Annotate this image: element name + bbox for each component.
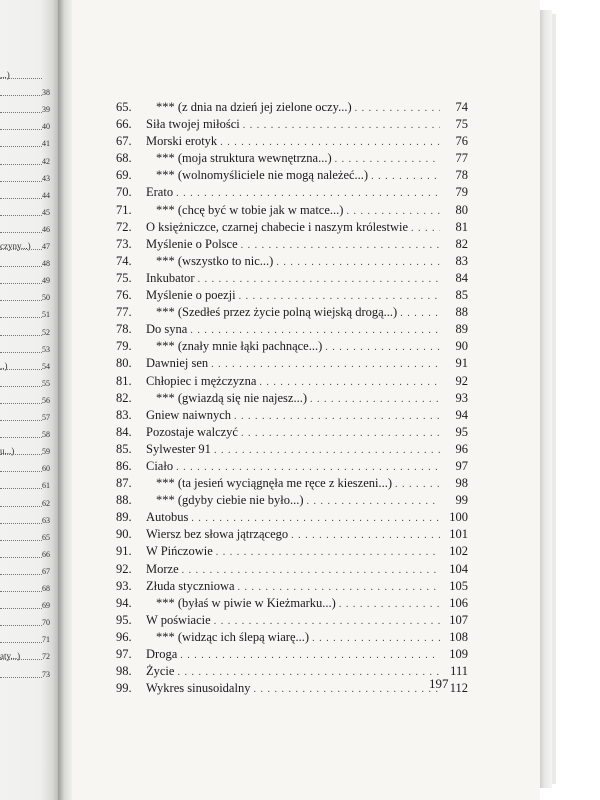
left-page-entry-text: ...) bbox=[0, 70, 10, 80]
left-page-entry bbox=[0, 70, 50, 84]
dot-leader bbox=[253, 681, 440, 698]
toc-entry bbox=[116, 390, 468, 407]
left-page-entry-page: 45 bbox=[42, 207, 50, 217]
left-page-entry bbox=[0, 395, 50, 409]
toc-entry-number: 96. bbox=[116, 629, 132, 644]
toc-entry-number: 75. bbox=[116, 270, 132, 285]
left-page-entry bbox=[0, 549, 50, 563]
toc-entry-title: *** (gdyby ciebie nie było...) bbox=[156, 493, 304, 508]
toc-entry-page: 81 bbox=[455, 219, 468, 234]
toc-entry-title: *** (ta jesień wyciągnęła me ręce z kieszeni...) bbox=[156, 476, 392, 491]
left-page-entry-page: 54 bbox=[42, 361, 50, 371]
left-page-entry bbox=[0, 241, 50, 255]
left-page-entry bbox=[0, 463, 50, 477]
toc-entry-title: Złuda styczniowa bbox=[146, 578, 235, 593]
toc-entry-number: 87. bbox=[116, 476, 132, 491]
left-facing-page bbox=[0, 0, 58, 800]
dot-leader bbox=[312, 630, 440, 647]
left-page-entry bbox=[0, 275, 50, 289]
toc-entry-title: Pozostaje walczyć bbox=[146, 424, 238, 439]
dot-leader bbox=[0, 437, 42, 438]
toc-entry-number: 79. bbox=[116, 339, 132, 354]
dot-leader bbox=[346, 203, 440, 220]
dot-leader bbox=[182, 562, 440, 579]
left-page-entry-page: 52 bbox=[42, 327, 50, 337]
left-page-entry-page: 47 bbox=[42, 242, 50, 251]
toc-entry bbox=[116, 202, 468, 219]
dot-leader bbox=[0, 403, 42, 404]
page-number: 197 bbox=[429, 676, 449, 691]
toc-entry bbox=[116, 646, 468, 663]
page-edge-shadow bbox=[552, 14, 556, 784]
left-page-entry-page: 68 bbox=[42, 584, 50, 593]
toc-entry-page: 99 bbox=[455, 493, 468, 508]
toc-entry-title: Chłopiec i mężczyzna bbox=[146, 373, 257, 388]
toc-entry-title: Życie bbox=[146, 664, 175, 679]
left-page-entry-page: 39 bbox=[42, 105, 50, 115]
toc-entry-number: 70. bbox=[116, 185, 132, 200]
left-page-entry bbox=[0, 207, 50, 221]
dot-leader bbox=[400, 305, 440, 322]
dot-leader bbox=[0, 369, 42, 370]
dot-leader bbox=[220, 134, 440, 151]
dot-leader bbox=[371, 168, 440, 185]
toc-entry-page: 102 bbox=[449, 544, 468, 559]
dot-leader bbox=[198, 271, 440, 288]
toc-entry-title: Dawniej sen bbox=[146, 356, 209, 371]
left-page-entry-text: u...) bbox=[0, 446, 15, 457]
toc-entry bbox=[116, 99, 468, 116]
dot-leader bbox=[0, 574, 42, 575]
left-page-entry bbox=[0, 327, 50, 341]
toc-entry-page: 76 bbox=[455, 134, 468, 149]
book-gutter bbox=[58, 0, 72, 800]
toc-entry-number: 82. bbox=[116, 390, 132, 405]
toc-entry-page: 84 bbox=[455, 270, 468, 285]
toc-entry-page: 98 bbox=[455, 476, 468, 491]
left-page-entry-page: 71 bbox=[42, 635, 50, 645]
left-page-entry-page: 48 bbox=[42, 259, 50, 269]
dot-leader bbox=[190, 322, 440, 339]
toc-entry-page: 108 bbox=[449, 629, 468, 644]
dot-leader bbox=[0, 659, 42, 660]
left-page-entry-page: 66 bbox=[42, 549, 50, 559]
left-page-entry-page: 56 bbox=[42, 395, 50, 405]
toc-entry-number: 90. bbox=[116, 527, 132, 542]
toc-entry-number: 84. bbox=[116, 424, 132, 439]
toc-entry-number: 93. bbox=[116, 578, 132, 593]
toc-entry-page: 95 bbox=[455, 424, 468, 439]
toc-entry-page: 94 bbox=[455, 407, 468, 422]
left-page-entry bbox=[0, 446, 50, 460]
left-page-entry-page: 70 bbox=[42, 618, 50, 628]
toc-entry-number: 74. bbox=[116, 253, 132, 268]
left-page-entry-page: 40 bbox=[42, 122, 50, 132]
left-page-entry-page: 55 bbox=[42, 378, 50, 388]
toc-entry-title: Morski erotyk bbox=[146, 134, 218, 149]
toc-entry-number: 91. bbox=[116, 544, 132, 559]
left-page-entry bbox=[0, 651, 50, 665]
toc-entry-number: 98. bbox=[116, 664, 132, 679]
dot-leader bbox=[0, 608, 42, 609]
toc-entry bbox=[116, 492, 468, 509]
toc-entry-page: 79 bbox=[455, 185, 468, 200]
left-page-entry-page: 44 bbox=[42, 190, 50, 200]
dot-leader bbox=[0, 317, 42, 318]
dot-leader bbox=[0, 146, 42, 147]
toc-entry bbox=[116, 304, 468, 321]
toc-entry-page: 97 bbox=[455, 458, 468, 473]
toc-entry-title: Autobus bbox=[146, 510, 189, 525]
dot-leader bbox=[395, 476, 440, 493]
toc-entry-page: 85 bbox=[455, 288, 468, 303]
toc-entry-number: 89. bbox=[116, 510, 132, 525]
left-page-entry-page: 51 bbox=[42, 310, 50, 320]
toc-entry bbox=[116, 321, 468, 338]
dot-leader bbox=[0, 677, 42, 678]
toc-entry bbox=[116, 458, 468, 475]
left-page-entry-page: 38 bbox=[42, 88, 50, 98]
toc-entry-number: 78. bbox=[116, 322, 132, 337]
dot-leader bbox=[191, 510, 440, 527]
toc-entry bbox=[116, 287, 468, 304]
toc-entry-number: 66. bbox=[116, 117, 132, 132]
toc-entry-number: 92. bbox=[116, 561, 132, 576]
dot-leader bbox=[0, 164, 42, 165]
toc-entry-page: 83 bbox=[455, 253, 468, 268]
toc-entry-page: 88 bbox=[455, 305, 468, 320]
table-of-contents bbox=[116, 99, 468, 697]
dot-leader bbox=[180, 647, 440, 664]
left-page-entry bbox=[0, 309, 50, 323]
dot-leader bbox=[211, 356, 440, 373]
left-page-entry bbox=[0, 361, 50, 375]
toc-entry-number: 85. bbox=[116, 441, 132, 456]
toc-entry-title: Wiersz bez słowa jątrzącego bbox=[146, 527, 289, 542]
dot-leader bbox=[0, 506, 42, 507]
dot-leader bbox=[0, 557, 42, 558]
toc-entry-number: 71. bbox=[116, 202, 132, 217]
toc-entry-title: Inkubator bbox=[146, 270, 195, 285]
dot-leader bbox=[0, 488, 42, 489]
left-page-entry bbox=[0, 156, 50, 170]
dot-leader bbox=[335, 151, 440, 168]
toc-entry-number: 95. bbox=[116, 612, 132, 627]
toc-entry bbox=[116, 150, 468, 167]
left-page-entry-page: 72 bbox=[42, 652, 50, 662]
toc-entry-title: *** (z dnia na dzień jej zielone oczy...) bbox=[156, 100, 352, 114]
left-page-entry bbox=[0, 617, 50, 631]
toc-entry bbox=[116, 424, 468, 441]
dot-leader bbox=[0, 95, 42, 96]
toc-entry-title: Erato bbox=[146, 185, 174, 200]
toc-entry bbox=[116, 441, 468, 458]
toc-entry bbox=[116, 663, 468, 680]
dot-leader bbox=[276, 254, 440, 271]
toc-entry-title: *** (gwiazdą się nie najesz...) bbox=[156, 390, 307, 405]
toc-entry-title: *** (wszystko to nic...) bbox=[156, 253, 274, 268]
dot-leader bbox=[0, 540, 42, 541]
toc-entry bbox=[116, 595, 468, 612]
dot-leader bbox=[259, 374, 440, 391]
toc-entry-number: 67. bbox=[116, 134, 132, 149]
left-page-entry bbox=[0, 532, 50, 546]
left-page-entry-page: 58 bbox=[42, 430, 50, 440]
left-page-entry bbox=[0, 634, 50, 648]
left-page-entry bbox=[0, 600, 50, 614]
dot-leader bbox=[0, 454, 42, 455]
toc-entry bbox=[116, 543, 468, 560]
left-page-entry-text: ..) bbox=[0, 360, 8, 371]
left-page-entry-page: 67 bbox=[42, 566, 50, 576]
left-page-entry-page: 42 bbox=[42, 156, 50, 166]
left-page-entry-page: 41 bbox=[42, 139, 50, 149]
toc-entry-title: *** (chcę być w tobie jak w matce...) bbox=[156, 202, 344, 217]
toc-entry-page: 93 bbox=[455, 390, 468, 405]
toc-entry bbox=[116, 561, 468, 578]
dot-leader bbox=[310, 391, 440, 408]
dot-leader bbox=[0, 386, 42, 387]
toc-entry-title: Do syna bbox=[146, 322, 188, 337]
left-page-entry-page: 60 bbox=[42, 464, 50, 474]
left-page-entry bbox=[0, 87, 50, 101]
toc-entry bbox=[116, 133, 468, 150]
dot-leader bbox=[355, 100, 440, 117]
left-page-entry bbox=[0, 190, 50, 204]
toc-entry bbox=[116, 373, 468, 390]
toc-entry-number: 72. bbox=[116, 219, 132, 234]
toc-entry-title: Myślenie o Polsce bbox=[146, 236, 238, 251]
left-page-entry-page: 43 bbox=[42, 173, 50, 183]
toc-entry bbox=[116, 184, 468, 201]
toc-entry-title: *** (wolnomyśliciele nie mogą należeć...) bbox=[156, 168, 369, 183]
toc-entry-title: *** (byłaś w piwie w Kieżmarku...) bbox=[156, 595, 336, 610]
toc-entry-title: *** (znały mnie łąki pachnące...) bbox=[156, 339, 323, 354]
left-page-entry-page: 63 bbox=[42, 515, 50, 525]
toc-entry bbox=[116, 270, 468, 287]
toc-entry-number: 99. bbox=[116, 681, 132, 696]
toc-entry-title: Siła twojej miłości bbox=[146, 117, 240, 132]
toc-entry-number: 88. bbox=[116, 493, 132, 508]
toc-entry-number: 80. bbox=[116, 356, 132, 371]
left-page-entry bbox=[0, 378, 50, 392]
left-page-entry bbox=[0, 480, 50, 494]
left-page-entry-page: 57 bbox=[42, 413, 50, 422]
left-page-entry bbox=[0, 224, 50, 238]
toc-entry-page: 91 bbox=[455, 356, 468, 371]
dot-leader bbox=[291, 527, 440, 544]
dot-leader bbox=[325, 339, 440, 356]
dot-leader bbox=[176, 459, 440, 476]
toc-entry-page: 107 bbox=[449, 612, 468, 627]
toc-entry-page: 78 bbox=[455, 168, 468, 183]
toc-entry-title: Gniew naiwnych bbox=[146, 407, 232, 422]
dot-leader bbox=[0, 198, 42, 199]
left-page-entry-page: 49 bbox=[42, 276, 50, 286]
dot-leader bbox=[238, 579, 440, 596]
toc-entry-title: Ciało bbox=[146, 458, 174, 473]
toc-entry-page: 105 bbox=[449, 578, 468, 593]
dot-leader bbox=[0, 420, 42, 421]
toc-entry-page: 82 bbox=[455, 236, 468, 251]
dot-leader bbox=[0, 112, 42, 113]
toc-entry-title: Droga bbox=[146, 647, 178, 661]
dot-leader bbox=[214, 613, 440, 630]
left-page-entry bbox=[0, 138, 50, 152]
left-page-entry-text: aty...) bbox=[0, 651, 21, 662]
left-page-entry-page: 69 bbox=[42, 601, 50, 611]
toc-entry-number: 86. bbox=[116, 458, 132, 473]
toc-entry-title: Wykres sinusoidalny bbox=[146, 681, 251, 696]
left-page-entry-page: 65 bbox=[42, 532, 50, 542]
toc-entry-title: O księżniczce, czarnej chabecie i naszym królestwie bbox=[146, 219, 409, 234]
dot-leader bbox=[0, 625, 42, 626]
dot-leader bbox=[176, 185, 440, 202]
toc-entry bbox=[116, 475, 468, 492]
left-page-entry-page: 62 bbox=[42, 498, 50, 508]
toc-entry-page: 89 bbox=[455, 322, 468, 337]
left-page-entry-page: 61 bbox=[42, 481, 50, 491]
toc-entry bbox=[116, 578, 468, 595]
dot-leader bbox=[216, 544, 440, 561]
dot-leader bbox=[0, 283, 42, 284]
dot-leader bbox=[0, 249, 42, 250]
dot-leader bbox=[241, 425, 440, 442]
dot-leader bbox=[411, 220, 440, 237]
dot-leader bbox=[0, 471, 42, 472]
dot-leader bbox=[0, 352, 42, 353]
toc-entry-title: Sylwester 91 bbox=[146, 441, 211, 456]
toc-entry-number: 69. bbox=[116, 168, 132, 183]
toc-entry-page: 96 bbox=[455, 441, 468, 456]
left-page-entry bbox=[0, 429, 50, 443]
left-page-entry bbox=[0, 669, 50, 683]
toc-entry-title: Morze bbox=[146, 561, 179, 576]
toc-entry-number: 73. bbox=[116, 236, 132, 251]
toc-entry-page: 74 bbox=[455, 100, 468, 114]
left-page-entry bbox=[0, 104, 50, 118]
dot-leader bbox=[0, 181, 42, 182]
left-page-entry-page: 59 bbox=[42, 447, 50, 457]
toc-entry bbox=[116, 680, 468, 697]
dot-leader bbox=[0, 266, 42, 267]
toc-entry-page: 100 bbox=[449, 510, 468, 525]
toc-entry-title: W Pińczowie bbox=[146, 544, 213, 559]
toc-entry-number: 76. bbox=[116, 288, 132, 303]
dot-leader bbox=[177, 664, 440, 681]
toc-entry-title: *** (moja struktura wewnętrzna...) bbox=[156, 151, 332, 166]
dot-leader bbox=[234, 408, 440, 425]
dot-leader bbox=[307, 493, 440, 510]
dot-leader bbox=[0, 215, 42, 216]
dot-leader bbox=[0, 591, 42, 592]
dot-leader bbox=[0, 523, 42, 524]
dot-leader bbox=[243, 117, 440, 134]
toc-entry bbox=[116, 116, 468, 133]
toc-entry bbox=[116, 629, 468, 646]
toc-entry-number: 94. bbox=[116, 595, 132, 610]
toc-entry-number: 65. bbox=[116, 100, 132, 114]
toc-entry bbox=[116, 612, 468, 629]
dot-leader bbox=[239, 288, 440, 305]
toc-entry bbox=[116, 253, 468, 270]
left-page-entry-page: 46 bbox=[42, 224, 50, 234]
left-page-entry-page: 53 bbox=[42, 344, 50, 354]
toc-entry-page: 75 bbox=[455, 117, 468, 132]
toc-entry-page: 111 bbox=[450, 664, 468, 679]
left-page-entry-page: 73 bbox=[42, 669, 50, 679]
toc-entry-title: *** (widząc ich ślepą wiarę...) bbox=[156, 629, 310, 644]
toc-entry-page: 112 bbox=[449, 681, 468, 696]
left-page-entry bbox=[0, 344, 50, 358]
toc-entry bbox=[116, 167, 468, 184]
dot-leader bbox=[0, 335, 42, 336]
dot-leader bbox=[241, 237, 440, 254]
toc-entry-number: 83. bbox=[116, 407, 132, 422]
toc-entry bbox=[116, 338, 468, 355]
toc-entry-page: 109 bbox=[449, 647, 468, 661]
dot-leader bbox=[0, 642, 42, 643]
left-page-entry bbox=[0, 412, 50, 426]
toc-entry bbox=[116, 526, 468, 543]
left-page-entry bbox=[0, 121, 50, 135]
toc-entry-title: Myślenie o poezji bbox=[146, 288, 236, 303]
dot-leader bbox=[0, 232, 42, 233]
left-page-entry bbox=[0, 583, 50, 597]
left-page-entry bbox=[0, 515, 50, 529]
dot-leader bbox=[0, 300, 42, 301]
toc-entry-number: 97. bbox=[116, 647, 132, 661]
toc-entry-title: *** (Szedłeś przez życie polną wiejską drogą...) bbox=[156, 305, 398, 320]
toc-entry-page: 77 bbox=[455, 151, 468, 166]
toc-entry-page: 80 bbox=[455, 202, 468, 217]
left-page-entry bbox=[0, 173, 50, 187]
dot-leader bbox=[0, 129, 42, 130]
toc-entry bbox=[116, 219, 468, 236]
toc-entry-number: 81. bbox=[116, 373, 132, 388]
dot-leader bbox=[0, 78, 42, 79]
toc-entry-number: 68. bbox=[116, 151, 132, 166]
dot-leader bbox=[339, 596, 440, 613]
left-page-entry-page: 50 bbox=[42, 293, 50, 303]
left-page-entry bbox=[0, 498, 50, 512]
toc-entry-page: 92 bbox=[455, 373, 468, 388]
toc-entry-page: 90 bbox=[455, 339, 468, 354]
toc-entry bbox=[116, 355, 468, 372]
toc-entry-page: 104 bbox=[449, 561, 468, 576]
toc-entry bbox=[116, 509, 468, 526]
left-page-entry bbox=[0, 292, 50, 306]
left-page-entry bbox=[0, 258, 50, 272]
dot-leader bbox=[214, 442, 440, 459]
toc-entry-page: 106 bbox=[449, 595, 468, 610]
toc-entry-page: 101 bbox=[449, 527, 468, 542]
toc-entry-title: W poświacie bbox=[146, 612, 211, 627]
left-page-entry bbox=[0, 566, 50, 580]
page-edge bbox=[540, 10, 552, 788]
toc-entry bbox=[116, 407, 468, 424]
toc-entry-number: 77. bbox=[116, 305, 132, 320]
left-page-entry-text: czyny...) bbox=[0, 241, 31, 251]
toc-entry bbox=[116, 236, 468, 253]
